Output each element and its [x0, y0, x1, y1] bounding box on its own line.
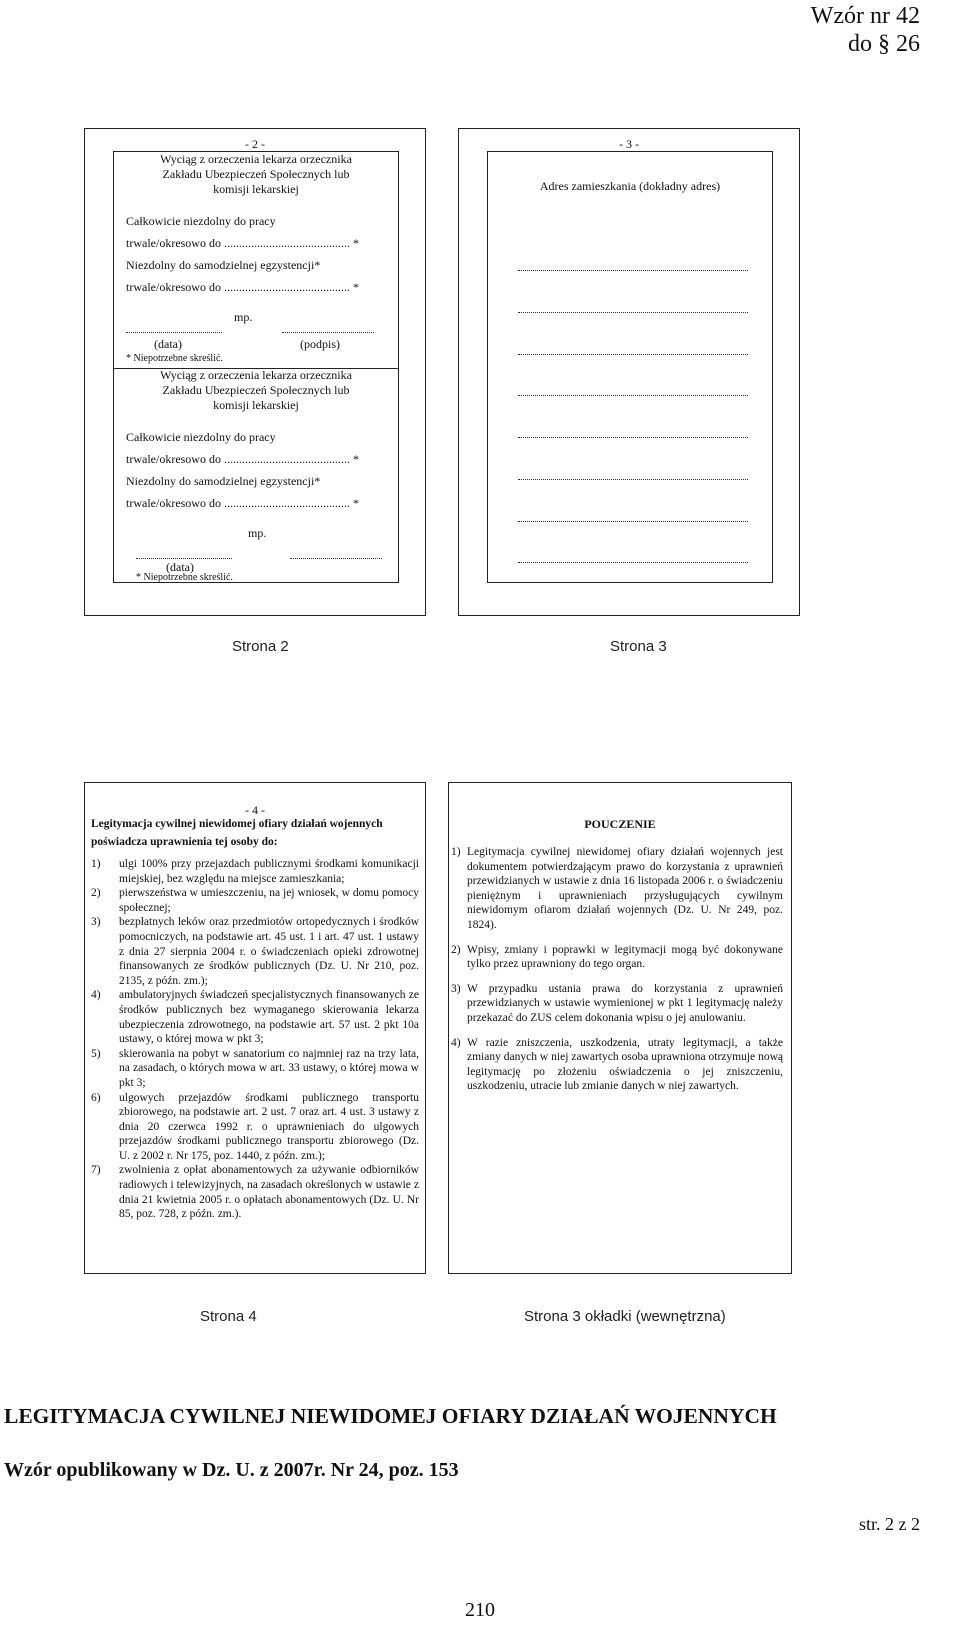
- incapable-work-1: Całkowicie niezdolny do pracy: [126, 214, 276, 228]
- date-line-1: [126, 332, 222, 333]
- address-line: [518, 354, 748, 355]
- perm-temp-line-1a: trwale/okresowo do .......................................... *: [126, 236, 359, 250]
- page-2-number: - 2 -: [245, 137, 265, 151]
- stamp-1: mp.: [234, 310, 253, 324]
- list-item: 3) bezpłatnych leków oraz przedmiotów ortopedycznych i środków pomocniczych, na podstawie art. 45 ust. 1 i art. 47 ust. 1 ustawy z dnia 27 sierpnia 2004 r. o świadczeniach opieki zdrowotnej finansowanych ze środków publicznych (Dz. U. Nr 210, poz. 2135, z późn. zm.);: [91, 916, 419, 987]
- address-line: [518, 437, 748, 438]
- page-4-heading-1: Legitymacja cywilnej niewidomej ofiary działań wojennych: [91, 818, 383, 830]
- document-title: LEGITYMACJA CYWILNEJ NIEWIDOMEJ OFIARY DZIAŁAŃ WOJENNYCH: [4, 1404, 777, 1428]
- signature-line-1: [282, 332, 374, 333]
- list-item: 3) W przypadku ustania prawa do korzystania z uprawnień przewidzianych w ustawie wymienionej w pkt 1 legitymację należy przekazać do ZUS celem dokonania wpisu o jej anulowaniu.: [451, 982, 783, 1024]
- incapable-work-2: Całkowicie niezdolny do pracy: [126, 430, 276, 444]
- address-line: [518, 312, 748, 313]
- list-item: 5) skierowania na pobyt w sanatorium co najmniej raz na trzy lata, na zasadach, o których mowa w art. 33 ustawy, o której mowa w pkt 3;: [91, 1047, 419, 1089]
- address-label: Adres zamieszkania (dokładny adres): [539, 179, 721, 193]
- page-number: 210: [465, 1599, 495, 1621]
- date-line-2: [136, 558, 232, 559]
- signature-line-2: [290, 558, 382, 559]
- entitlements-list: [91, 857, 419, 1222]
- page-4-card: [84, 782, 426, 1274]
- page-2-frame: [113, 151, 399, 583]
- caption-strona-2: Strona 2: [232, 638, 289, 655]
- signature-label-1: (podpis): [300, 337, 340, 351]
- footnote-2: * Niepotrzebne skreślić.: [136, 572, 233, 583]
- stamp-2: mp.: [248, 526, 267, 540]
- incapable-independent-2: Niezdolny do samodzielnej egzystencji*: [126, 474, 321, 488]
- caption-cover-3: Strona 3 okładki (wewnętrzna): [524, 1308, 726, 1325]
- cover-3-card: [448, 782, 792, 1274]
- address-line: [518, 521, 748, 522]
- address-line: [518, 562, 748, 563]
- date-label-1: (data): [154, 337, 182, 351]
- page-3-number: - 3 -: [619, 137, 639, 151]
- incapable-independent-1: Niezdolny do samodzielnej egzystencji*: [126, 258, 321, 272]
- footnote-1: * Niepotrzebne skreślić.: [126, 353, 223, 364]
- caption-strona-3: Strona 3: [610, 638, 667, 655]
- address-line: [518, 395, 748, 396]
- list-item: 6) ulgowych przejazdów środkami publicznego transportu zbiorowego, na podstawie art. 2 ust. 7 oraz art. 4 ust. 3 ustawy z dnia 20 czerwca 1992 r. o uprawnieniach do ulgowych przejazdów środkami publicznego transportu zbiorowego (Dz. U. z 2002 r. Nr 175, poz. 1440, z późn. zm.);: [91, 1091, 419, 1162]
- perm-temp-line-1b: trwale/okresowo do .......................................... *: [126, 280, 359, 294]
- page-3-card: [458, 128, 800, 616]
- list-item: 4) ambulatoryjnych świadczeń specjalistycznych finansowanych ze środków publicznych bez wymaganego skierowania lekarza ubezpieczenia zdrowotnego, na podstawie art. 57 ust. 2 pkt 10a ustawy, o której mowa w pkt 3;: [91, 989, 419, 1046]
- caption-strona-4: Strona 4: [200, 1308, 257, 1325]
- page-4-content: [91, 815, 419, 1222]
- form-number: Wzór nr 42: [810, 3, 920, 29]
- page-4-heading-2: poświadcza uprawnienia tej osoby do:: [91, 836, 278, 848]
- perm-temp-line-2b: trwale/okresowo do .......................................... *: [126, 496, 359, 510]
- address-line: [518, 270, 748, 271]
- instruction-list: [451, 845, 783, 1104]
- list-item: 1) Legitymacja cywilnej niewidomej ofiary działań wojennych jest dokumentem potwierdzającym prawo do korzystania z uprawnień przewidzianych w ustawie z dnia 16 listopada 2006 r. o świadczeniu pieniężnym i uprawnieniach przysługujących cywilnym niewidomym ofiarom działań wojennych (Dz. U. Nr 249, poz. 1824).: [451, 846, 783, 931]
- list-item: 1) ulgi 100% przy przejazdach publicznymi środkami komunikacji miejskiej, bez względu na miejsce zamieszkania;: [91, 858, 419, 885]
- date-label-2: (data): [166, 560, 194, 574]
- instruction-title: POUCZENIE: [584, 817, 656, 831]
- list-item: 2) pierwszeństwa w umieszczeniu, na jej wniosek, w domu pomocy społecznej;: [91, 887, 419, 914]
- list-item: 2) Wpisy, zmiany i poprawki w legitymacji mogą być dokonywane tylko przez uprawniony do tego organ.: [451, 943, 783, 971]
- list-item: 7) zwolnienia z opłat abonamentowych za używanie odbiorników radiowych i telewizyjnych, na zasadach określonych w ustawie z dnia 21 kwietnia 2005 r. o opłatach abonamentowych (Dz. U. Nr 85, poz. 728, z późn. zm.).: [91, 1164, 419, 1221]
- page-2-card: [84, 128, 426, 616]
- form-header: [811, 2, 920, 58]
- page-4-number: - 4 -: [245, 803, 265, 817]
- form-paragraph-ref: do § 26: [848, 31, 920, 57]
- extract-title-2: Wyciąg z orzeczenia lekarza orzecznika Zakładu Ubezpieczeń Społecznych lub komisji lekarskiej: [160, 368, 352, 412]
- publication-note: Wzór opublikowany w Dz. U. z 2007r. Nr 24, poz. 153: [4, 1459, 459, 1481]
- address-line: [518, 479, 748, 480]
- list-item: 4) W razie zniszczenia, uszkodzenia, utraty legitymacji, a także zmiany danych w niej zawartych osoba uprawniona otrzymuje nową legitymację po złożeniu oświadczenia o jej zniszczeniu, uszkodzeniu, utracie lub zmianie danych w niej zawartych.: [451, 1036, 783, 1093]
- extract-title-1: Wyciąg z orzeczenia lekarza orzecznika Zakładu Ubezpieczeń Społecznych lub komisji lekarskiej: [160, 152, 352, 196]
- perm-temp-line-2a: trwale/okresowo do .......................................... *: [126, 452, 359, 466]
- page-3-frame: [487, 151, 773, 583]
- page-of: str. 2 z 2: [859, 1514, 920, 1534]
